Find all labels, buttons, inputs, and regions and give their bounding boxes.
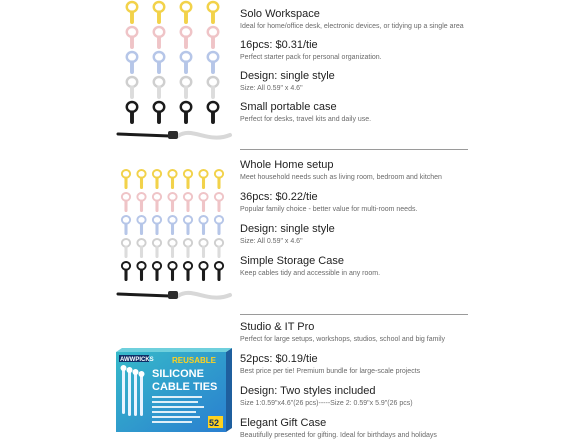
spec-case bbox=[240, 101, 480, 124]
cable-tie bbox=[215, 239, 223, 258]
box-top bbox=[116, 348, 232, 352]
spec-list-home bbox=[240, 159, 480, 278]
cable-tie bbox=[181, 52, 192, 74]
cable-tie bbox=[181, 77, 192, 99]
cable-tie bbox=[168, 193, 176, 212]
cable-tie bbox=[184, 216, 192, 235]
cable-tie bbox=[181, 2, 192, 24]
section-divider bbox=[240, 314, 468, 315]
cable-tie bbox=[184, 170, 192, 189]
cable-tie bbox=[127, 52, 138, 74]
bundle-pro bbox=[0, 316, 588, 441]
box-line3: CABLE TIES bbox=[152, 381, 218, 393]
spec-design bbox=[240, 385, 480, 408]
cable-tie bbox=[168, 262, 176, 281]
bundle-home bbox=[0, 152, 588, 312]
spec-desc: Perfect for desks, travel kits and daily use. bbox=[240, 116, 372, 123]
cable-tie bbox=[154, 102, 165, 124]
spec-list-pro bbox=[240, 321, 480, 440]
cable-tie bbox=[208, 77, 219, 99]
spec-desc: Best price per tie! Premium bundle for large-scale projects bbox=[240, 368, 421, 375]
cable-tie bbox=[153, 170, 161, 189]
box-line2: SILICONE bbox=[152, 368, 204, 380]
spec-price bbox=[240, 191, 480, 214]
spec-title: Whole Home setup bbox=[240, 159, 334, 171]
cable-tie bbox=[208, 2, 219, 24]
spec-design bbox=[240, 223, 480, 246]
cable-tie bbox=[184, 262, 192, 281]
spec-desc: Size: All 0.59" x 4.6" bbox=[240, 238, 303, 245]
product-image-solo bbox=[112, 0, 236, 146]
cable-tie bbox=[137, 193, 145, 212]
box-line1: REUSABLE bbox=[172, 356, 217, 365]
cable-tie bbox=[215, 170, 223, 189]
cable-tie bbox=[137, 262, 145, 281]
spec-desc: Size: All 0.59" x 4.6" bbox=[240, 85, 303, 92]
box-brand: AWWPICKS bbox=[120, 357, 154, 363]
cable-tie bbox=[215, 216, 223, 235]
cable-tie bbox=[127, 2, 138, 24]
spec-scenario bbox=[240, 321, 480, 344]
cable-tie bbox=[137, 170, 145, 189]
cable-tie bbox=[208, 27, 219, 49]
cable-tie bbox=[153, 262, 161, 281]
spec-scenario bbox=[240, 8, 480, 31]
cable-tie bbox=[181, 102, 192, 124]
spec-desc: Size 1:0.59"x4.6"(26 pcs)-----Size 2: 0.59"x 5.9"(26 pcs) bbox=[240, 400, 413, 407]
cable-tie bbox=[122, 262, 130, 281]
spec-title: Solo Workspace bbox=[240, 8, 320, 20]
cable-ties-grid-16 bbox=[112, 0, 236, 146]
cable-tie bbox=[215, 193, 223, 212]
cable-tie bbox=[154, 77, 165, 99]
cable-tie bbox=[168, 170, 176, 189]
bundle-solo bbox=[0, 0, 588, 148]
spec-desc: Popular family choice - better value for multi-room needs. bbox=[240, 206, 418, 213]
cable-tie bbox=[184, 239, 192, 258]
product-image-home bbox=[112, 166, 236, 312]
cable-tie bbox=[199, 216, 207, 235]
cable-tie bbox=[122, 170, 130, 189]
cable-tie bbox=[168, 239, 176, 258]
cable-tie bbox=[122, 193, 130, 212]
spec-title: 52pcs: $0.19/tie bbox=[240, 353, 318, 365]
box-side bbox=[226, 348, 232, 432]
cable-tie bbox=[122, 216, 130, 235]
cable-tie bbox=[127, 77, 138, 99]
spec-desc: Perfect for large setups, workshops, studios, school and big family bbox=[240, 336, 446, 343]
cable-tie bbox=[199, 239, 207, 258]
spec-title: Design: Two styles included bbox=[240, 385, 376, 397]
cable-tie bbox=[122, 239, 130, 258]
spec-title: Design: single style bbox=[240, 70, 335, 82]
spec-title: Small portable case bbox=[240, 101, 337, 113]
spec-case bbox=[240, 255, 480, 278]
spec-title: Simple Storage Case bbox=[240, 255, 344, 267]
spec-design bbox=[240, 70, 480, 93]
cable-tie bbox=[137, 216, 145, 235]
cable-tie bbox=[153, 216, 161, 235]
spec-title: 16pcs: $0.31/tie bbox=[240, 39, 318, 51]
box-count: 52 bbox=[209, 418, 220, 428]
cable-tie bbox=[154, 2, 165, 24]
section-divider bbox=[240, 149, 468, 150]
spec-desc: Keep cables tidy and accessible in any room. bbox=[240, 270, 381, 277]
cable-tie bbox=[181, 27, 192, 49]
cable-tie bbox=[154, 27, 165, 49]
spec-title: 36pcs: $0.22/tie bbox=[240, 191, 318, 203]
spec-case bbox=[240, 417, 480, 440]
cable-tie bbox=[168, 216, 176, 235]
spec-desc: Meet household needs such as living room, bedroom and kitchen bbox=[240, 174, 442, 181]
spec-list-solo bbox=[240, 8, 480, 124]
spec-title: Studio & IT Pro bbox=[240, 321, 315, 333]
cable-tie bbox=[208, 52, 219, 74]
spec-desc: Ideal for home/office desk, electronic devices, or tidying up a single area bbox=[240, 23, 464, 30]
spec-desc: Beautifully presented for gifting. Ideal for birthdays and holidays bbox=[240, 432, 437, 439]
bundled-cable bbox=[118, 291, 230, 299]
cable-tie bbox=[199, 193, 207, 212]
cable-tie bbox=[199, 262, 207, 281]
cable-tie bbox=[153, 193, 161, 212]
cable-tie bbox=[199, 170, 207, 189]
cable-tie bbox=[154, 52, 165, 74]
spec-title: Elegant Gift Case bbox=[240, 417, 327, 429]
cable-tie bbox=[208, 102, 219, 124]
bundled-cable bbox=[118, 131, 230, 139]
product-image-pro bbox=[112, 346, 236, 438]
cable-tie bbox=[215, 262, 223, 281]
gift-box bbox=[112, 346, 236, 438]
spec-desc: Perfect starter pack for personal organization. bbox=[240, 54, 382, 61]
spec-price bbox=[240, 39, 480, 62]
spec-price bbox=[240, 353, 480, 376]
cable-tie bbox=[137, 239, 145, 258]
cable-tie bbox=[153, 239, 161, 258]
spec-title: Design: single style bbox=[240, 223, 335, 235]
cable-ties-grid-36 bbox=[112, 166, 236, 312]
cable-tie bbox=[127, 27, 138, 49]
spec-scenario bbox=[240, 159, 480, 182]
cable-tie bbox=[127, 102, 138, 124]
cable-tie bbox=[184, 193, 192, 212]
